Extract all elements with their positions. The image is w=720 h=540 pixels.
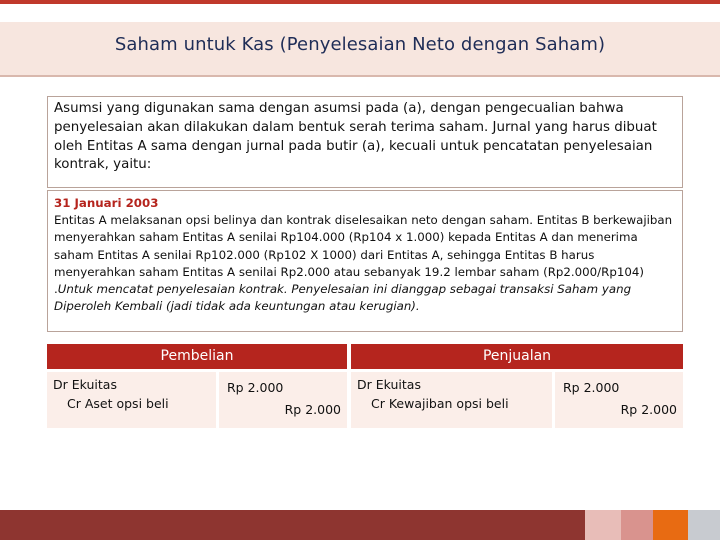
footer-square-gray (688, 510, 720, 540)
sell-credit-account: Cr Kewajiban opsi beli (371, 396, 509, 411)
journal-table (47, 344, 683, 428)
buy-credit-amount: Rp 2.000 (284, 402, 341, 417)
buy-debit-amount: Rp 2.000 (227, 380, 284, 395)
detail-box (47, 190, 683, 332)
sell-debit-amount: Rp 2.000 (563, 380, 620, 395)
title-divider (0, 75, 720, 77)
sell-credit-amount: Rp 2.000 (620, 402, 677, 417)
header-penjualan: Penjualan (351, 344, 683, 369)
buy-credit-account: Cr Aset opsi beli (67, 396, 169, 411)
buy-amounts-cell (219, 372, 347, 428)
footer-square-rose (621, 510, 653, 540)
sell-debit-account: Dr Ekuitas (357, 377, 421, 392)
detail-text: Entitas A melaksanan opsi belinya dan kontrak diselesaikan neto dengan saham. Entitas B berkewajiban menyerahkan saham Entitas A senilai Rp104.000 (Rp104 x 1.000) kepada Entitas A dan menerima saham Entitas A senilai Rp102.000 (Rp102 X 1000) dari Entitas A, sehingga Entitas B harus menyerahkan saham Entitas A senilai Rp2.000 atau sebanyak 19.2 lembar saham (Rp2.000/Rp104) . (54, 213, 673, 297)
top-accent-bar (0, 0, 720, 4)
intro-box (47, 96, 683, 188)
buy-accounts-cell (47, 372, 216, 428)
detail-date: 31 Januari 2003 (54, 196, 159, 210)
header-pembelian: Pembelian (47, 344, 347, 369)
detail-italic-text: Untuk mencatat penyelesaian kontrak. Penyelesaian ini dianggap sebagai transaksi Saham yang Diperoleh Kembali (jadi tidak ada keuntungan atau kerugian). (54, 282, 632, 314)
buy-debit-account: Dr Ekuitas (53, 377, 117, 392)
footer-square-pink (585, 510, 621, 540)
sell-accounts-cell (351, 372, 552, 428)
sell-amounts-cell (555, 372, 683, 428)
slide-title: Saham untuk Kas (Penyelesaian Neto dengan Saham) (114, 34, 606, 55)
footer-square-orange (653, 510, 688, 540)
intro-text: Asumsi yang digunakan sama dengan asumsi pada (a), dengan pengecualian bahwa penyelesaian akan dilakukan dalam bentuk serah terima saham. Jurnal yang harus dibuat oleh Entitas A sama dengan jurnal pada butir (a), kecuali untuk pencatatan penyelesaian kontrak, yaitu: (54, 101, 657, 173)
